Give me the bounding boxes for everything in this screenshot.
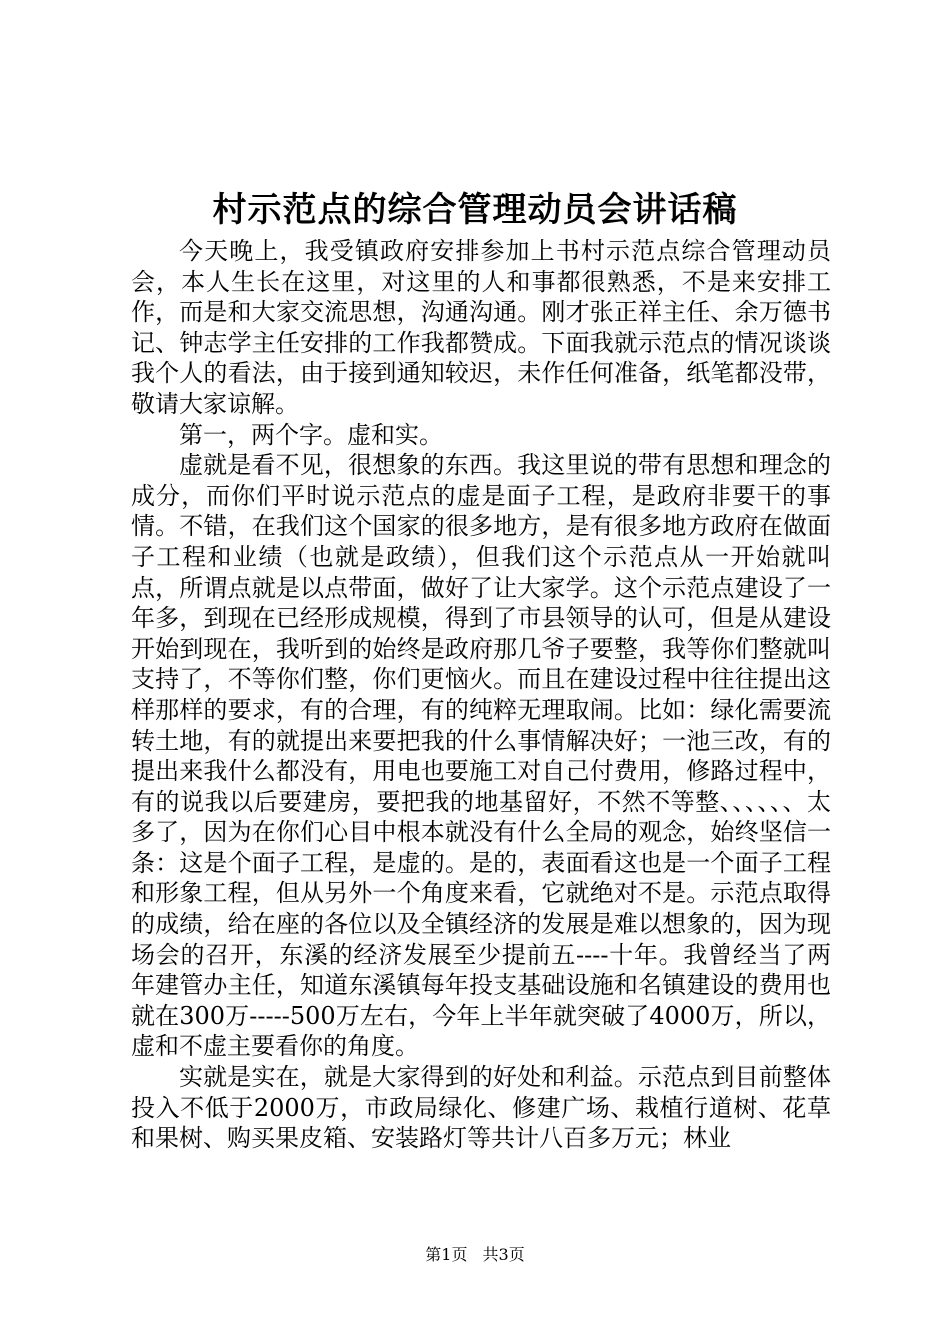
paragraph-intro: 今天晚上，我受镇政府安排参加上书村示范点综合管理动员会，本人生长在这里，对这里的人和事都很熟悉，不是来安排工作，而是和大家交流思想，沟通沟通。刚才张正祥主任、余万德书记、钟志学主任安排的工作我都赞成。下面我就示范点的情况谈谈我个人的看法，由于接到通知较迟，未作任何准备，纸笔都没带，敬请大家谅解。 bbox=[131, 237, 831, 418]
paragraph-xu: 虚就是看不见，很想象的东西。我这里说的带有思想和理念的成分，而你们平时说示范点的虚是面子工程，是政府非要干的事情。不错，在我们这个国家的很多地方，是有很多地方政府在做面子工程和业绩（也就是政绩），但我们这个示范点从一开始就叫点，所谓点就是以点带面，做好了让大家学。这个示范点建设了一年多，到现在已经形成规模，得到了市县领导的认可，但是从建设开始到现在，我听到的始终是政府那几爷子要整，我等你们整就叫支持了，不等你们整，你们更恼火。而且在建设过程中往往提出这样那样的要求，有的合理，有的纯粹无理取闹。比如：绿化需要流转土地，有的就提出来要把我的什么事情解决好；一池三改，有的提出来我什么都没有，用电也要施工对自己付费用，修路过程中，有的说我以后要建房，要把我的地基留好，不然不等整、、、、、、太多了，因为在你们心目中根本就没有什么全局的观念，始终坚信一条：这是个面子工程，是虚的。是的，表面看这也是一个面子工程和形象工程，但从另外一个角度来看，它就绝对不是。示范点取得的成绩，给在座的各位以及全镇经济的发展是难以想象的，因为现场会的召开，东溪的经济发展至少提前五----十年。我曾经当了两年建管办主任，知道东溪镇每年投支基础设施和名镇建设的费用也就在300万-----500万左右，今年上半年就突破了4000万，所以，虚和不虚主要看你的角度。 bbox=[131, 451, 831, 1061]
paragraph-section-heading: 第一，两个字。虚和实。 bbox=[179, 420, 443, 449]
document-body bbox=[131, 236, 831, 1154]
document-title: 村示范点的综合管理动员会讲话稿 bbox=[212, 190, 738, 230]
paragraph-shi: 实就是实在，就是大家得到的好处和利益。示范点到目前整体投入不低于2000万，市政局绿化、修建广场、栽植行道树、花草和果树、购买果皮箱、安装路灯等共计八百多万元；林业 bbox=[131, 1063, 831, 1153]
page-number-total: 共3页 bbox=[482, 1245, 525, 1264]
page-number-current: 第1页 bbox=[425, 1245, 468, 1264]
page-footer bbox=[0, 1245, 950, 1265]
